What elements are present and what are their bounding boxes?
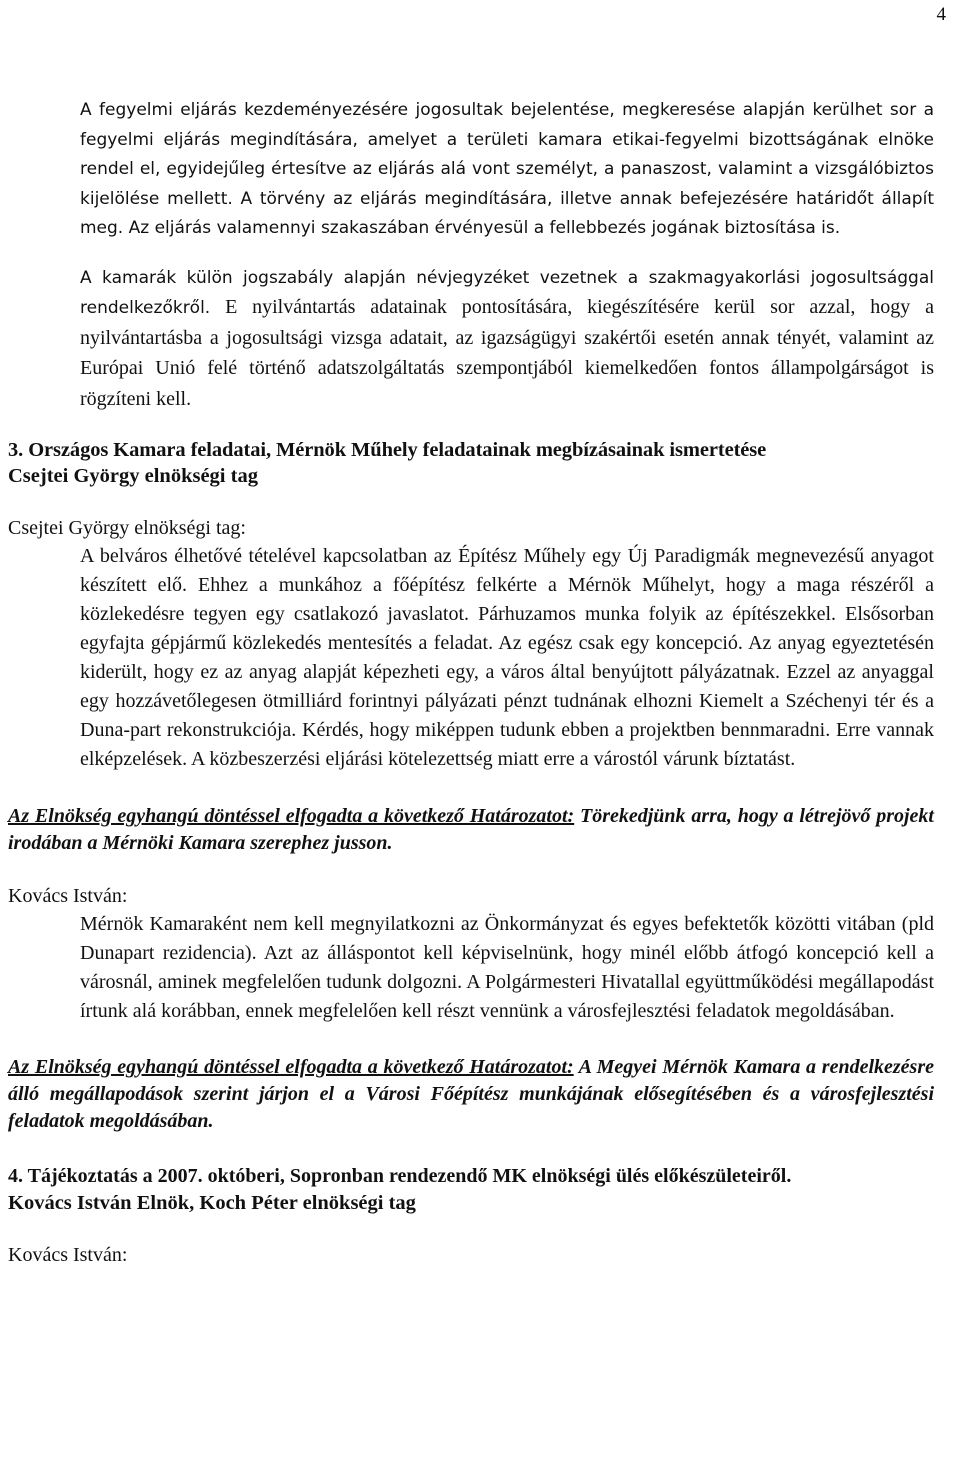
speaker-kovacs: Kovács István:	[8, 885, 128, 907]
resolution-2	[8, 1054, 934, 1135]
speech-kovacs: Mérnök Kamaraként nem kell megnyilatkozni az Önkormányzat és egyes befektetők közötti vitában (pld Dunapart rezidencia). Azt az álláspontot kell képviselnünk, hogy minél előbb átfogó koncepció kell a városnál, aminek megfelelően tudunk dolgozni. A Polgármesteri Hivatallal együttműködési megállapodást írtunk alá korábban, ennek megfelelően kell részt vennünk a városfejlesztési feladatok megoldásában.	[80, 913, 934, 1022]
resolution-2-lead: Az Elnökség egyhangú döntéssel elfogadta a következő Határozatot:	[8, 1056, 574, 1078]
page-number: 4	[936, 4, 946, 25]
resolution-1-text: Törekedjünk arra, hogy a létrejövő projekt irodában a Mérnöki Kamara szerephez jusson.	[8, 805, 934, 854]
speech-csejtei: A belváros élhetővé tételével kapcsolatban az Építész Műhely egy Új Paradigmák megnevezésű anyagot készített elő. Ehhez a munkához a főépítész felkérte a Mérnök Műhelyt, hogy a maga részéről a közlekedésre tegyen egy csatlakozó javaslatot. Párhuzamos munka folyik az építészekkel. Elsősorban egyfajta gépjármű közlekedés mentesítés a feladat. Az egész csak egy koncepció. Az anyag egyeztetésén kiderült, hogy ez az anyag alapját képezheti egy, a város által benyújtott pályázatnak. Ezzel az anyaggal egy hozzávetőlegesen ötmilliárd forintnyi pályázati pénzt tudnának elhozni Kiemelt a Széchenyi tér és a Duna-part rekonstrukciója. Kérdés, hogy miképpen tudunk ebben a projektben bennmaradni. Erre vannak elképzelések. A közbeszerzési eljárási kötelezettség miatt erre a várostól várunk bíztatást.	[80, 545, 934, 770]
section3-presenter: Csejtei György elnökségi tag	[8, 465, 258, 487]
section3-heading: 3. Országos Kamara feladatai, Mérnök Műhely feladatainak megbízásainak ismertetése	[8, 439, 767, 461]
paragraph-registry	[80, 264, 934, 416]
resolution-2-text: A Megyei Mérnök Kamara a rendelkezésre álló megállapodások szerint járjon el a Városi Főépítész munkájának elősegítésében és a városfejlesztési feladatok megoldásában.	[8, 1056, 934, 1132]
paragraph-registry-part2: E nyilvántartás adatainak pontosítására, kiegészítésére kerül sor azzal, hogy a nyilvántartásba a jogosultsági vizsga adatait, az igazságügyi szakértői esetén annak tényét, valamint az Európai Unió felé történő adatszolgáltatás szempontjából kiemelkedően fontos állampolgárságot is rögzíteni kell.	[80, 296, 934, 410]
speaker-kovacs-2: Kovács István:	[8, 1244, 128, 1266]
paragraph-registry-part1: A kamarák külön jogszabály alapján névjegyzéket vezetnek a szakmagyakorlási jogosultsággal rendelkezőkről.	[80, 267, 934, 318]
paragraph-disciplinary-procedure: A fegyelmi eljárás kezdeményezésére jogosultak bejelentése, megkeresése alapján kerülhet sor a fegyelmi eljárás megindítására, amelyet a területi kamara etikai-fegyelmi bizottságának elnöke rendel el, egyidejűleg értesítve az eljárás alá vont személyt, a panaszost, valamint a vizsgálóbiztos kijelölése mellett. A törvény az eljárás megindítására, illetve annak befejezésére határidőt állapít meg. Az eljárás valamennyi szakaszában érvényesül a fellebbezés jogának biztosítása is.	[80, 100, 934, 238]
resolution-1	[8, 803, 934, 857]
resolution-1-lead: Az Elnökség egyhangú döntéssel elfogadta a következő Határozatot:	[8, 805, 575, 827]
section4-heading: 4. Tájékoztatás a 2007. októberi, Sopronban rendezendő MK elnökségi ülés előkészületeiről.	[8, 1165, 792, 1187]
section4-presenters: Kovács István Elnök, Koch Péter elnökségi tag	[8, 1192, 416, 1214]
speaker-csejtei: Csejtei György elnökségi tag:	[8, 517, 246, 539]
document-body	[8, 96, 934, 1269]
